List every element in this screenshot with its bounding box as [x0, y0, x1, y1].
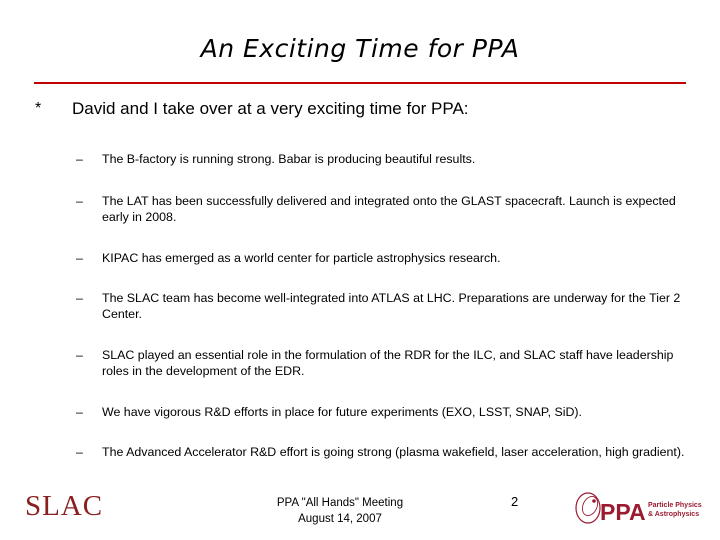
- sub-bullet-dash: –: [76, 405, 83, 419]
- sub-bullet-dash: –: [76, 348, 83, 362]
- sub-bullet-text: The LAT has been successfully delivered and integrated onto the GLAST spacecraft. Launch is expected early in 2008.: [102, 194, 676, 224]
- sub-bullet-dash: –: [76, 445, 83, 459]
- page-number: 2: [511, 494, 519, 509]
- footer-meeting-info: [240, 495, 440, 527]
- slide-title: An Exciting Time for PPA: [200, 34, 520, 63]
- ppa-logo-line1: Particle Physics: [648, 502, 702, 509]
- slac-logo: SLAC: [25, 490, 104, 522]
- sub-bullet-dash: –: [76, 251, 83, 265]
- main-bullet-text: David and I take over at a very exciting time for PPA:: [72, 99, 469, 118]
- sub-bullet-text: The Advanced Accelerator R&D effort is going strong (plasma wakefield, laser acceleration, high gradient).: [102, 445, 685, 459]
- ppa-logo-text: PPA: [600, 499, 646, 525]
- sub-bullet-text: SLAC played an essential role in the formulation of the RDR for the ILC, and SLAC staff have leadership roles in the development of the EDR.: [102, 348, 674, 378]
- footer-meeting-title: PPA "All Hands" Meeting: [276, 497, 404, 509]
- ppa-logo: [572, 486, 702, 530]
- sub-bullet-text: KIPAC has emerged as a world center for particle astrophysics research.: [102, 251, 501, 265]
- sub-bullet-text: We have vigorous R&D efforts in place for future experiments (EXO, LSST, SNAP, SiD).: [102, 405, 582, 419]
- ppa-logo-line2: & Astrophysics: [648, 511, 700, 518]
- ppa-logo-swirl-icon: [576, 493, 601, 523]
- sub-bullet-dash: –: [76, 152, 83, 166]
- sub-bullet-dash: –: [76, 291, 83, 305]
- sub-bullet-dash: –: [76, 194, 83, 208]
- footer-date: August 14, 2007: [298, 513, 382, 525]
- sub-bullet-text: The B-factory is running strong. Babar is producing beautiful results.: [102, 152, 476, 166]
- title-divider: [34, 82, 686, 84]
- sub-bullet-text: The SLAC team has become well-integrated into ATLAS at LHC. Preparations are underway for the Tier 2 Center.: [102, 291, 681, 321]
- main-bullet-marker: *: [35, 100, 42, 117]
